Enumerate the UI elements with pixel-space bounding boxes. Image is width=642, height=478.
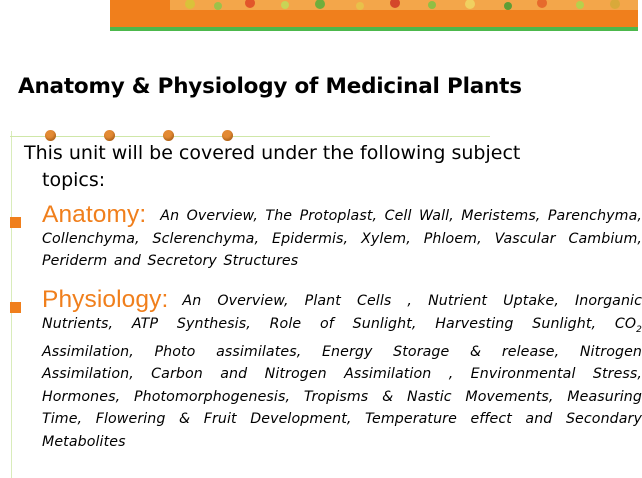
topic-heading: Anatomy:	[42, 201, 147, 228]
square-bullet-icon	[10, 217, 21, 228]
topic-body	[42, 201, 642, 273]
intro-paragraph	[24, 140, 614, 194]
co2-subscript: 2	[636, 324, 642, 335]
header-green-rule	[110, 27, 638, 31]
topic-text-part-2: Assimilation, Photo assimilates, Energy Storage & release, Nitrogen Assimilation, Carbon and Nitrogen Assimilation , Environmental Stress, Hormones, Photomorphogenesis, Tropisms & Nastic Movements, Measuring Time, Flowering & Fruit Development, Temperature effect and Secondary Metabolites	[42, 343, 642, 450]
topic-text: An Overview, The Protoplast, Cell Wall, Meristems, Parenchyma, Collenchyma, Sclerenchyma, Epidermis, Xylem, Phloem, Vascular Cambium, Periderm and Secretory Structures	[42, 208, 642, 269]
top-decorative-band	[110, 0, 638, 27]
topic-text-part-1: An Overview, Plant Cells , Nutrient Uptake, Inorganic Nutrients, ATP Synthesis, Role of Sunlight, Harvesting Sunlight, CO	[42, 293, 642, 332]
square-bullet-icon	[10, 302, 21, 313]
leaf-pattern-decoration	[170, 0, 638, 10]
intro-line-2: topics:	[42, 169, 106, 191]
topic-body	[42, 286, 642, 453]
topic-heading: Physiology:	[42, 286, 169, 313]
intro-line-1: This unit will be covered under the following subject	[24, 142, 521, 164]
slide-title: Anatomy & Physiology of Medicinal Plants	[18, 74, 522, 99]
